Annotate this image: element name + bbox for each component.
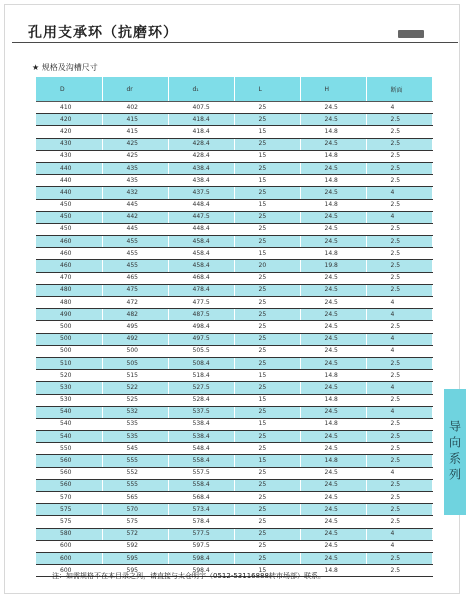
table-cell: 438.4	[168, 175, 234, 187]
table-cell: 570	[102, 504, 168, 516]
table-row	[36, 199, 432, 211]
table-cell: 14.8	[300, 175, 366, 187]
table-cell: 418.4	[168, 126, 234, 138]
table-cell: 2.5	[366, 552, 432, 564]
table-cell: 477.5	[168, 297, 234, 309]
table-cell: 24.5	[300, 357, 366, 369]
table-cell: 25	[234, 187, 300, 199]
table-header-row	[36, 77, 432, 102]
table-cell: 4	[366, 297, 432, 309]
table-cell: 24.5	[300, 321, 366, 333]
table-cell: 527.5	[168, 382, 234, 394]
table-cell: 407.5	[168, 102, 234, 114]
table-cell: 415	[102, 126, 168, 138]
table-cell: 592	[102, 540, 168, 552]
table-cell: 2.5	[366, 284, 432, 296]
table-cell: 2.5	[366, 236, 432, 248]
table-cell: 540	[36, 431, 102, 443]
table-row	[36, 516, 432, 528]
table-cell: 2.5	[366, 260, 432, 272]
table-cell: 24.5	[300, 516, 366, 528]
table-cell: 530	[36, 394, 102, 406]
side-tab-label: 导向系列	[447, 420, 462, 484]
table-cell: 2.5	[366, 370, 432, 382]
table-cell: 24.5	[300, 309, 366, 321]
header-divider	[12, 42, 458, 43]
table-cell: 432	[102, 187, 168, 199]
table-cell: 465	[102, 272, 168, 284]
table-row	[36, 443, 432, 455]
table-row	[36, 175, 432, 187]
section-label: ★ 规格及沟槽尺寸	[32, 63, 98, 72]
table-cell: 528.4	[168, 394, 234, 406]
table-cell: 522	[102, 382, 168, 394]
table-cell: 580	[36, 528, 102, 540]
table-cell: 24.5	[300, 528, 366, 540]
column-header: H	[300, 77, 366, 102]
table-cell: 515	[102, 370, 168, 382]
table-cell: 2.5	[366, 199, 432, 211]
table-cell: 25	[234, 333, 300, 345]
table-cell: 24.5	[300, 504, 366, 516]
spec-table	[36, 77, 433, 577]
table-cell: 418.4	[168, 114, 234, 126]
table-cell: 4	[366, 406, 432, 418]
table-cell: 2.5	[366, 516, 432, 528]
table-cell: 25	[234, 272, 300, 284]
table-cell: 430	[36, 138, 102, 150]
table-row	[36, 357, 432, 369]
table-cell: 487.5	[168, 309, 234, 321]
table-row	[36, 467, 432, 479]
table-cell: 4	[366, 345, 432, 357]
table-cell: 600	[36, 552, 102, 564]
table-cell: 25	[234, 162, 300, 174]
table-cell: 472	[102, 297, 168, 309]
table-cell: 25	[234, 528, 300, 540]
table-cell: 2.5	[366, 431, 432, 443]
table-cell: 570	[36, 492, 102, 504]
table-cell: 4	[366, 102, 432, 114]
table-cell: 25	[234, 223, 300, 235]
table-cell: 2.5	[366, 565, 432, 577]
table-cell: 15	[234, 126, 300, 138]
table-cell: 505	[102, 357, 168, 369]
table-cell: 24.5	[300, 102, 366, 114]
table-cell: 445	[102, 223, 168, 235]
table-cell: 24.5	[300, 492, 366, 504]
table-row	[36, 309, 432, 321]
table-cell: 24.5	[300, 272, 366, 284]
table-cell: 2.5	[366, 321, 432, 333]
table-cell: 2.5	[366, 394, 432, 406]
table-cell: 14.8	[300, 370, 366, 382]
table-cell: 15	[234, 418, 300, 430]
table-cell: 24.5	[300, 223, 366, 235]
table-cell: 4	[366, 187, 432, 199]
table-cell: 480	[36, 284, 102, 296]
table-cell: 497.5	[168, 333, 234, 345]
table-cell: 25	[234, 236, 300, 248]
table-cell: 2.5	[366, 175, 432, 187]
column-header: D	[36, 77, 102, 102]
table-cell: 480	[36, 297, 102, 309]
column-header: L	[234, 77, 300, 102]
table-cell: 478.4	[168, 284, 234, 296]
table-row	[36, 114, 432, 126]
table-cell: 498.4	[168, 321, 234, 333]
table-cell: 510	[36, 357, 102, 369]
table-cell: 25	[234, 138, 300, 150]
table-cell: 2.5	[366, 150, 432, 162]
table-cell: 572	[102, 528, 168, 540]
table-cell: 14.8	[300, 455, 366, 467]
table-cell: 14.8	[300, 565, 366, 577]
table-cell: 490	[36, 309, 102, 321]
table-cell: 20	[234, 260, 300, 272]
table-cell: 25	[234, 114, 300, 126]
table-cell: 525	[102, 394, 168, 406]
table-cell: 508.4	[168, 357, 234, 369]
table-cell: 460	[36, 260, 102, 272]
table-cell: 24.5	[300, 211, 366, 223]
table-cell: 15	[234, 150, 300, 162]
table-cell: 437.5	[168, 187, 234, 199]
table-cell: 440	[36, 187, 102, 199]
table-cell: 458.4	[168, 236, 234, 248]
table-cell: 460	[36, 236, 102, 248]
table-cell: 15	[234, 370, 300, 382]
table-cell: 438.4	[168, 162, 234, 174]
table-cell: 2.5	[366, 248, 432, 260]
table-cell: 565	[102, 492, 168, 504]
table-cell: 575	[102, 516, 168, 528]
table-row	[36, 382, 432, 394]
table-row	[36, 552, 432, 564]
table-cell: 500	[36, 345, 102, 357]
table-row	[36, 297, 432, 309]
table-cell: 420	[36, 114, 102, 126]
table-row	[36, 236, 432, 248]
table-cell: 500	[36, 333, 102, 345]
table-cell: 568.4	[168, 492, 234, 504]
table-cell: 2.5	[366, 138, 432, 150]
table-cell: 555	[102, 479, 168, 491]
table-cell: 430	[36, 150, 102, 162]
table-cell: 24.5	[300, 382, 366, 394]
table-cell: 4	[366, 333, 432, 345]
table-cell: 14.8	[300, 199, 366, 211]
table-cell: 548.4	[168, 443, 234, 455]
table-cell: 600	[36, 565, 102, 577]
table-cell: 595	[102, 565, 168, 577]
column-header: d₁	[168, 77, 234, 102]
table-cell: 25	[234, 504, 300, 516]
table-row	[36, 223, 432, 235]
table-cell: 428.4	[168, 150, 234, 162]
table-cell: 24.5	[300, 479, 366, 491]
table-cell: 2.5	[366, 357, 432, 369]
table-cell: 550	[36, 443, 102, 455]
table-cell: 4	[366, 309, 432, 321]
table-cell: 15	[234, 175, 300, 187]
table-cell: 520	[36, 370, 102, 382]
table-cell: 500	[102, 345, 168, 357]
table-cell: 435	[102, 162, 168, 174]
table-cell: 558.4	[168, 479, 234, 491]
table-cell: 4	[366, 540, 432, 552]
table-row	[36, 272, 432, 284]
table-cell: 555	[102, 455, 168, 467]
table-row	[36, 162, 432, 174]
table-cell: 415	[102, 114, 168, 126]
table-row	[36, 492, 432, 504]
table-cell: 598.4	[168, 565, 234, 577]
table-cell: 25	[234, 540, 300, 552]
table-cell: 25	[234, 211, 300, 223]
table-row	[36, 187, 432, 199]
table-cell: 597.5	[168, 540, 234, 552]
table-cell: 4	[366, 467, 432, 479]
table-cell: 428.4	[168, 138, 234, 150]
table-cell: 25	[234, 297, 300, 309]
table-cell: 442	[102, 211, 168, 223]
table-cell: 24.5	[300, 162, 366, 174]
table-cell: 575	[36, 516, 102, 528]
table-cell: 24.5	[300, 431, 366, 443]
table-cell: 560	[36, 479, 102, 491]
table-cell: 25	[234, 309, 300, 321]
table-cell: 25	[234, 382, 300, 394]
table-cell: 25	[234, 321, 300, 333]
table-cell: 2.5	[366, 162, 432, 174]
table-row	[36, 321, 432, 333]
column-header: dr	[102, 77, 168, 102]
table-cell: 598.4	[168, 552, 234, 564]
table-cell: 573.4	[168, 504, 234, 516]
table-cell: 2.5	[366, 418, 432, 430]
table-row	[36, 284, 432, 296]
footer-note: 注：如需规格不在本目录之列，请直接与太仓明宇（0512-53116888转市场部）联系。	[52, 572, 325, 580]
table-row	[36, 260, 432, 272]
table-cell: 450	[36, 199, 102, 211]
table-row	[36, 455, 432, 467]
table-row	[36, 138, 432, 150]
table-cell: 545	[102, 443, 168, 455]
table-cell: 14.8	[300, 248, 366, 260]
table-cell: 578.4	[168, 516, 234, 528]
table-cell: 495	[102, 321, 168, 333]
table-row	[36, 540, 432, 552]
table-row	[36, 333, 432, 345]
table-cell: 492	[102, 333, 168, 345]
table-cell: 440	[36, 175, 102, 187]
table-cell: 530	[36, 382, 102, 394]
table-cell: 2.5	[366, 455, 432, 467]
table-cell: 25	[234, 431, 300, 443]
table-cell: 455	[102, 260, 168, 272]
table-cell: 2.5	[366, 272, 432, 284]
table-cell: 15	[234, 199, 300, 211]
table-cell: 425	[102, 138, 168, 150]
table-cell: 560	[36, 455, 102, 467]
table-cell: 482	[102, 309, 168, 321]
table-row	[36, 345, 432, 357]
table-cell: 552	[102, 467, 168, 479]
table-cell: 538.4	[168, 418, 234, 430]
table-cell: 14.8	[300, 126, 366, 138]
table-cell: 2.5	[366, 223, 432, 235]
table-cell: 25	[234, 357, 300, 369]
table-cell: 577.5	[168, 528, 234, 540]
table-cell: 458.4	[168, 260, 234, 272]
table-cell: 24.5	[300, 138, 366, 150]
brand-logo-icon	[398, 30, 424, 38]
table-row	[36, 150, 432, 162]
table-cell: 24.5	[300, 443, 366, 455]
table-cell: 25	[234, 552, 300, 564]
table-cell: 15	[234, 455, 300, 467]
table-cell: 14.8	[300, 418, 366, 430]
table-cell: 24.5	[300, 406, 366, 418]
table-row	[36, 126, 432, 138]
table-cell: 24.5	[300, 114, 366, 126]
table-cell: 25	[234, 516, 300, 528]
table-cell: 14.8	[300, 150, 366, 162]
table-cell: 25	[234, 102, 300, 114]
table-cell: 557.5	[168, 467, 234, 479]
table-cell: 425	[102, 150, 168, 162]
table-cell: 455	[102, 236, 168, 248]
table-row	[36, 370, 432, 382]
table-row	[36, 248, 432, 260]
table-cell: 420	[36, 126, 102, 138]
table-cell: 15	[234, 394, 300, 406]
table-row	[36, 504, 432, 516]
table-cell: 24.5	[300, 540, 366, 552]
table-row	[36, 406, 432, 418]
table-cell: 402	[102, 102, 168, 114]
table-cell: 25	[234, 479, 300, 491]
table-cell: 440	[36, 162, 102, 174]
table-cell: 455	[102, 248, 168, 260]
table-cell: 15	[234, 565, 300, 577]
table-cell: 450	[36, 223, 102, 235]
table-cell: 24.5	[300, 467, 366, 479]
table-cell: 4	[366, 382, 432, 394]
table-cell: 537.5	[168, 406, 234, 418]
spec-table-container	[36, 77, 432, 577]
table-cell: 460	[36, 248, 102, 260]
table-cell: 475	[102, 284, 168, 296]
table-cell: 25	[234, 284, 300, 296]
table-cell: 24.5	[300, 345, 366, 357]
table-cell: 2.5	[366, 126, 432, 138]
table-cell: 458.4	[168, 248, 234, 260]
table-cell: 500	[36, 321, 102, 333]
table-cell: 2.5	[366, 443, 432, 455]
table-cell: 538.4	[168, 431, 234, 443]
table-cell: 535	[102, 431, 168, 443]
table-cell: 575	[36, 504, 102, 516]
table-cell: 24.5	[300, 297, 366, 309]
table-cell: 15	[234, 248, 300, 260]
table-cell: 447.5	[168, 211, 234, 223]
table-cell: 25	[234, 345, 300, 357]
table-cell: 470	[36, 272, 102, 284]
table-cell: 24.5	[300, 284, 366, 296]
table-cell: 2.5	[366, 504, 432, 516]
table-row	[36, 211, 432, 223]
table-cell: 435	[102, 175, 168, 187]
table-cell: 505.5	[168, 345, 234, 357]
table-row	[36, 418, 432, 430]
table-cell: 448.4	[168, 223, 234, 235]
page-title: 孔用支承环（抗磨环）	[28, 25, 178, 41]
column-header: 断面	[366, 77, 432, 102]
table-body	[36, 102, 432, 577]
table-cell: 410	[36, 102, 102, 114]
table-row	[36, 479, 432, 491]
table-cell: 560	[36, 467, 102, 479]
table-cell: 540	[36, 406, 102, 418]
table-cell: 600	[36, 540, 102, 552]
table-cell: 450	[36, 211, 102, 223]
table-cell: 25	[234, 467, 300, 479]
table-cell: 25	[234, 492, 300, 504]
table-cell: 2.5	[366, 492, 432, 504]
table-cell: 4	[366, 528, 432, 540]
table-cell: 540	[36, 418, 102, 430]
table-cell: 558.4	[168, 455, 234, 467]
table-cell: 24.5	[300, 236, 366, 248]
table-cell: 518.4	[168, 370, 234, 382]
table-cell: 24.5	[300, 187, 366, 199]
table-cell: 445	[102, 199, 168, 211]
table-cell: 24.5	[300, 552, 366, 564]
table-cell: 19.8	[300, 260, 366, 272]
table-row	[36, 528, 432, 540]
table-row	[36, 431, 432, 443]
table-cell: 14.8	[300, 394, 366, 406]
table-cell: 535	[102, 418, 168, 430]
table-cell: 532	[102, 406, 168, 418]
table-cell: 24.5	[300, 333, 366, 345]
table-cell: 595	[102, 552, 168, 564]
table-row	[36, 394, 432, 406]
table-cell: 25	[234, 406, 300, 418]
table-row	[36, 102, 432, 114]
table-cell: 2.5	[366, 114, 432, 126]
table-cell: 468.4	[168, 272, 234, 284]
table-cell: 25	[234, 443, 300, 455]
side-tab-guide-series[interactable]	[444, 389, 466, 515]
table-cell: 2.5	[366, 479, 432, 491]
table-cell: 448.4	[168, 199, 234, 211]
table-cell: 4	[366, 211, 432, 223]
